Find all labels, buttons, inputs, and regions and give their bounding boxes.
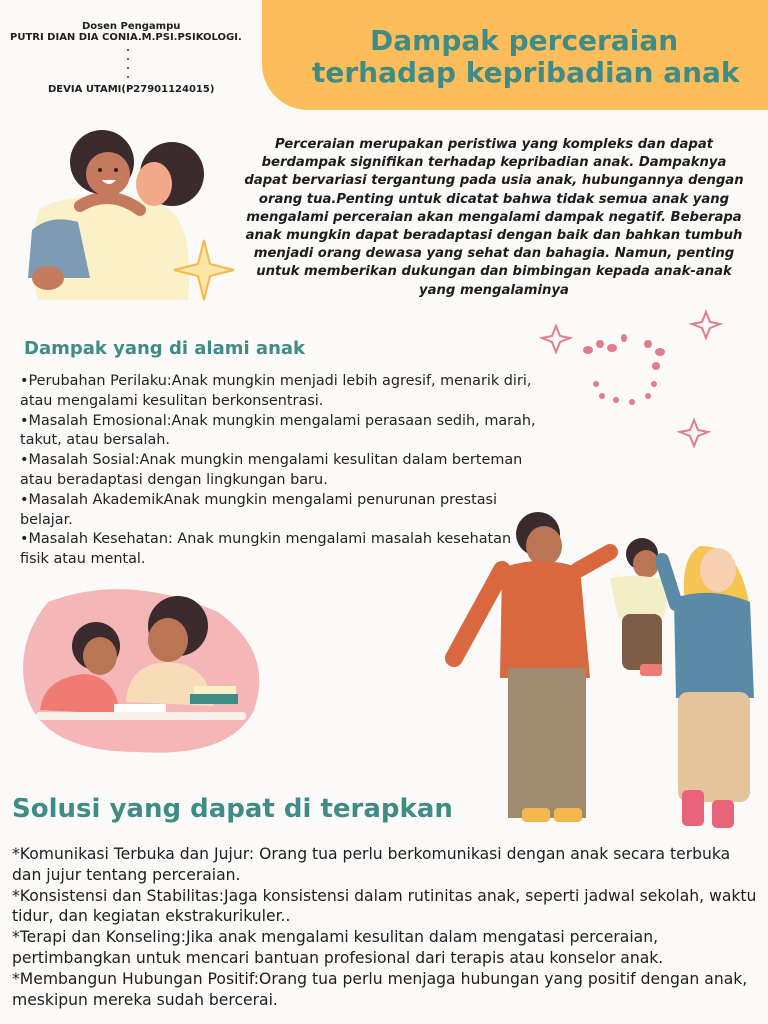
solution-list (12, 844, 760, 1010)
list-item: *Komunikasi Terbuka dan Jujur: Orang tua perlu berkomunikasi dengan anak secara terbuka dan jujur tentang perceraian. (12, 845, 731, 884)
solution-heading: Solusi yang dapat di terapkan (12, 794, 453, 824)
list-item: *Membangun Hubungan Positif:Orang tua perlu menjaga hubungan yang positif dengan anak, meskipun mereka sudah bercerai. (12, 969, 748, 1009)
study-illustration (18, 582, 262, 754)
list-item: •Masalah Kesehatan: Anak mungkin mengalami masalah kesehatan fisik atau mental. (20, 531, 512, 568)
page-title-line2: terhadap kepribadian anak (312, 56, 740, 89)
list-item: •Perubahan Perilaku:Anak mungkin menjadi lebih agresif, menarik diri, atau mengalami kesulitan berkonsentrasi. (20, 373, 532, 409)
separator-dot (127, 49, 129, 51)
impact-heading: Dampak yang di alami anak (24, 338, 306, 359)
separator-dot (127, 58, 129, 60)
separator-dot (127, 67, 129, 69)
list-item: •Masalah Sosial:Anak mungkin mengalami kesulitan dalam berteman atau beradaptasi dengan lingkungan baru. (20, 452, 523, 488)
separator-dot (127, 76, 129, 78)
sparkle-icon (172, 238, 236, 302)
list-item: •Masalah AkademikAnak mungkin mengalami penurunan prestasi belajar. (20, 491, 498, 528)
list-item: *Konsistensi dan Stabilitas:Jaga konsistensi dalam rutinitas anak, seperti jadwal sekolah, waktu tidur, dan kegiatan ekstrakurikuler.. (12, 886, 757, 926)
list-item: •Masalah Emosional:Anak mungkin mengalami perasaan sedih, marah, takut, atau bersalah. (20, 412, 536, 449)
family-illustration (450, 508, 760, 832)
page-title-line1: Dampak perceraian (370, 24, 679, 57)
list-item: *Terapi dan Konseling:Jika anak mengalami kesulitan dalam mengatasi perceraian, pertimbangkan untuk mencari bantuan profesional dari terapis atau konselor anak. (12, 928, 664, 967)
heart-decoration (538, 308, 728, 458)
lecturer-label: Dosen Pengampu (82, 21, 181, 32)
lecturer-name: PUTRI DIAN DIA CONIA.M.PSI.PSIKOLOGI. (10, 32, 242, 43)
intro-paragraph: Perceraian merupakan peristiwa yang kompleks dan dapat berdampak signifikan terhadap kepribadian anak. Dampaknya dapat bervariasi tergantung pada usia anak, hubungannya dengan orang tua.Penting untuk dicatat bahwa tidak semua anak yang mengalami perceraian akan mengalami dampak negatif. Beberapa anak mungkin dapat beradaptasi dengan baik dan bahkan tumbuh menjadi orang dewasa yang sehat dan bahagia. Namun, penting untuk memberikan dukungan dan bimbingan kepada anak-anak yang mengalaminya (244, 137, 744, 298)
author-name: DEVIA UTAMI(P27901124015) (48, 84, 215, 95)
